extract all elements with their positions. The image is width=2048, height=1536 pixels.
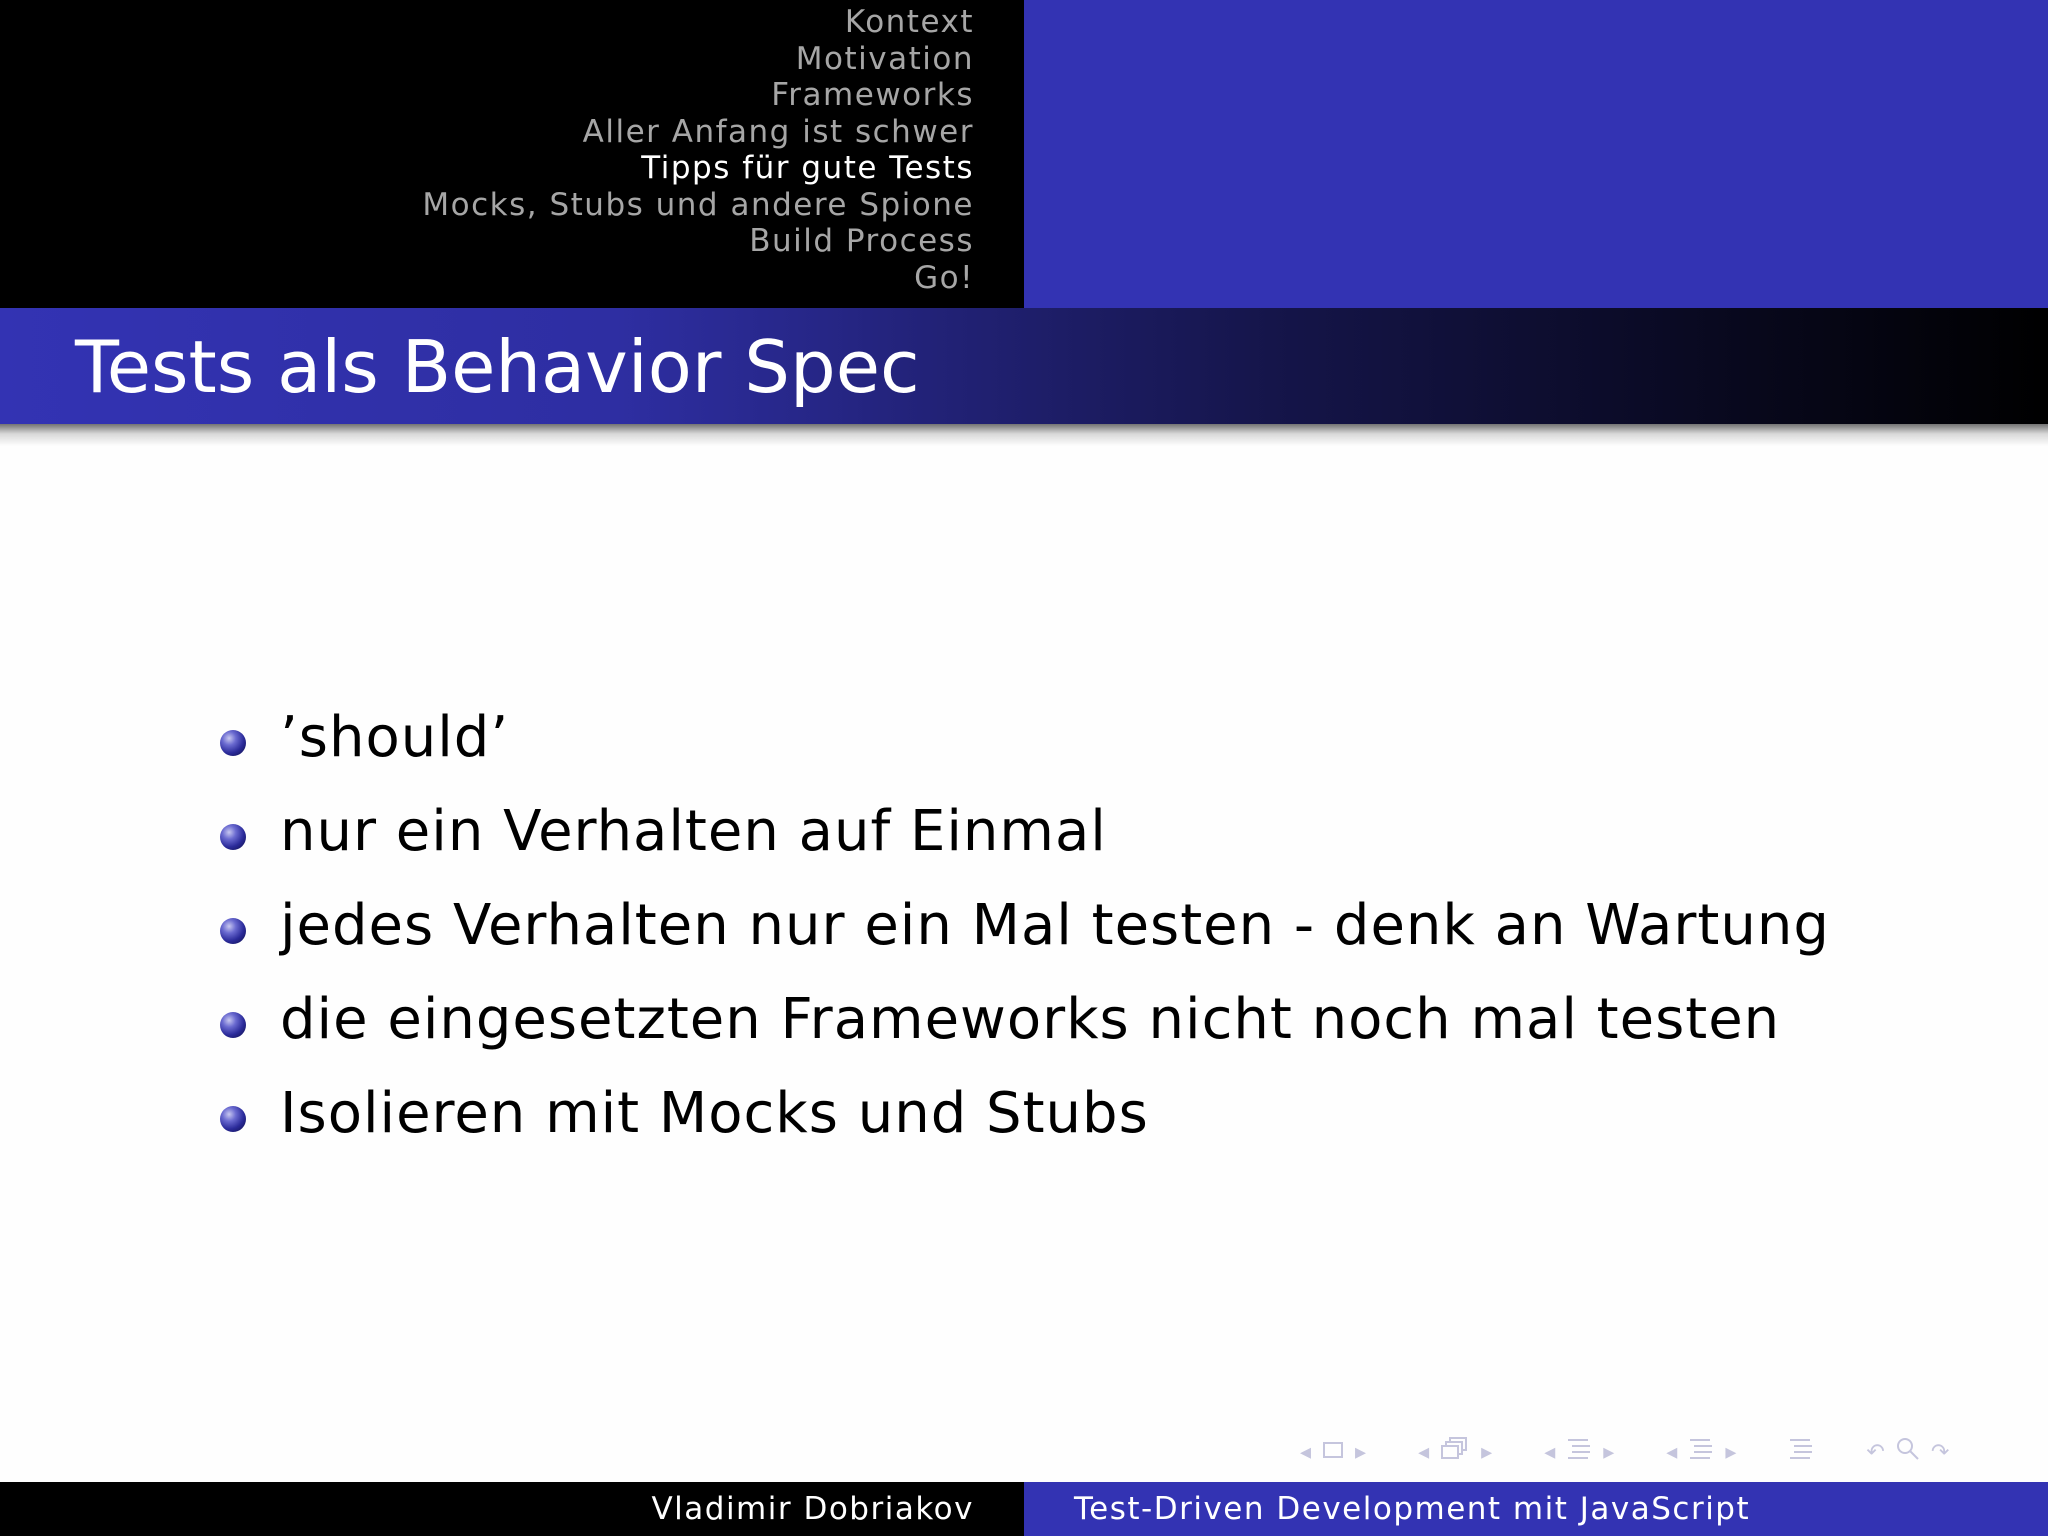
title-bar-shadow bbox=[0, 424, 2048, 446]
footer-title: Test-Driven Development mit JavaScript bbox=[1074, 1491, 1751, 1527]
section-link-mocks-stubs[interactable]: Mocks, Stubs und andere Spione bbox=[422, 186, 974, 223]
section-navigation bbox=[422, 4, 974, 296]
subsection-icon[interactable] bbox=[1566, 1437, 1592, 1467]
list-item bbox=[220, 784, 1830, 878]
navigation-symbols bbox=[1300, 1432, 1960, 1472]
subsection-prev-icon[interactable]: ◂ bbox=[1544, 1439, 1556, 1465]
bullet-ball-icon bbox=[220, 918, 246, 944]
section-icon[interactable] bbox=[1688, 1437, 1714, 1467]
bullet-list bbox=[220, 690, 1830, 1160]
section-link-frameworks[interactable]: Frameworks bbox=[771, 77, 974, 113]
subsection-next-icon[interactable]: ▸ bbox=[1603, 1439, 1615, 1465]
section-link-tipps-current[interactable]: Tipps für gute Tests bbox=[641, 150, 974, 186]
section-link-motivation[interactable]: Motivation bbox=[795, 40, 974, 77]
subsection-navigation-panel bbox=[1024, 0, 2048, 308]
frame-prev-icon[interactable]: ◂ bbox=[1418, 1439, 1430, 1465]
document-icon[interactable] bbox=[1788, 1437, 1814, 1467]
forward-icon[interactable]: ↷ bbox=[1930, 1439, 1950, 1465]
section-link-build-process[interactable]: Build Process bbox=[749, 223, 974, 259]
bullet-text: jedes Verhalten nur ein Mal testen - denk an Wartung bbox=[280, 892, 1830, 958]
section-link-kontext[interactable]: Kontext bbox=[844, 4, 974, 40]
list-item bbox=[220, 1066, 1830, 1160]
footer-author: Vladimir Dobriakov bbox=[651, 1491, 974, 1527]
bullet-text: nur ein Verhalten auf Einmal bbox=[280, 798, 1107, 864]
footer-author-panel bbox=[0, 1482, 1024, 1536]
frame-icon[interactable] bbox=[1440, 1436, 1470, 1468]
frame-title: Tests als Behavior Spec bbox=[75, 325, 920, 409]
section-link-go[interactable]: Go! bbox=[914, 259, 974, 296]
frame-next-icon[interactable]: ▸ bbox=[1481, 1439, 1493, 1465]
slide-next-icon[interactable]: ▸ bbox=[1355, 1439, 1367, 1465]
list-item bbox=[220, 972, 1830, 1066]
bullet-text: die eingesetzten Frameworks nicht noch mal testen bbox=[280, 986, 1781, 1052]
bullet-ball-icon bbox=[220, 1106, 246, 1132]
list-item bbox=[220, 690, 1830, 784]
bullet-ball-icon bbox=[220, 730, 246, 756]
section-next-icon[interactable]: ▸ bbox=[1725, 1439, 1737, 1465]
bullet-text: ’should’ bbox=[280, 704, 510, 770]
search-icon[interactable] bbox=[1896, 1437, 1920, 1467]
slide-icon[interactable] bbox=[1322, 1440, 1344, 1465]
bullet-ball-icon bbox=[220, 824, 246, 850]
bullet-ball-icon bbox=[220, 1012, 246, 1038]
slide-prev-icon[interactable]: ◂ bbox=[1300, 1439, 1312, 1465]
footer-title-panel bbox=[1024, 1482, 2048, 1536]
section-prev-icon[interactable]: ◂ bbox=[1666, 1439, 1678, 1465]
back-icon[interactable]: ↶ bbox=[1866, 1439, 1885, 1465]
section-navigation-panel bbox=[0, 0, 1024, 308]
bullet-text: Isolieren mit Mocks und Stubs bbox=[280, 1080, 1149, 1146]
section-link-aller-anfang[interactable]: Aller Anfang ist schwer bbox=[582, 113, 974, 150]
list-item bbox=[220, 878, 1830, 972]
